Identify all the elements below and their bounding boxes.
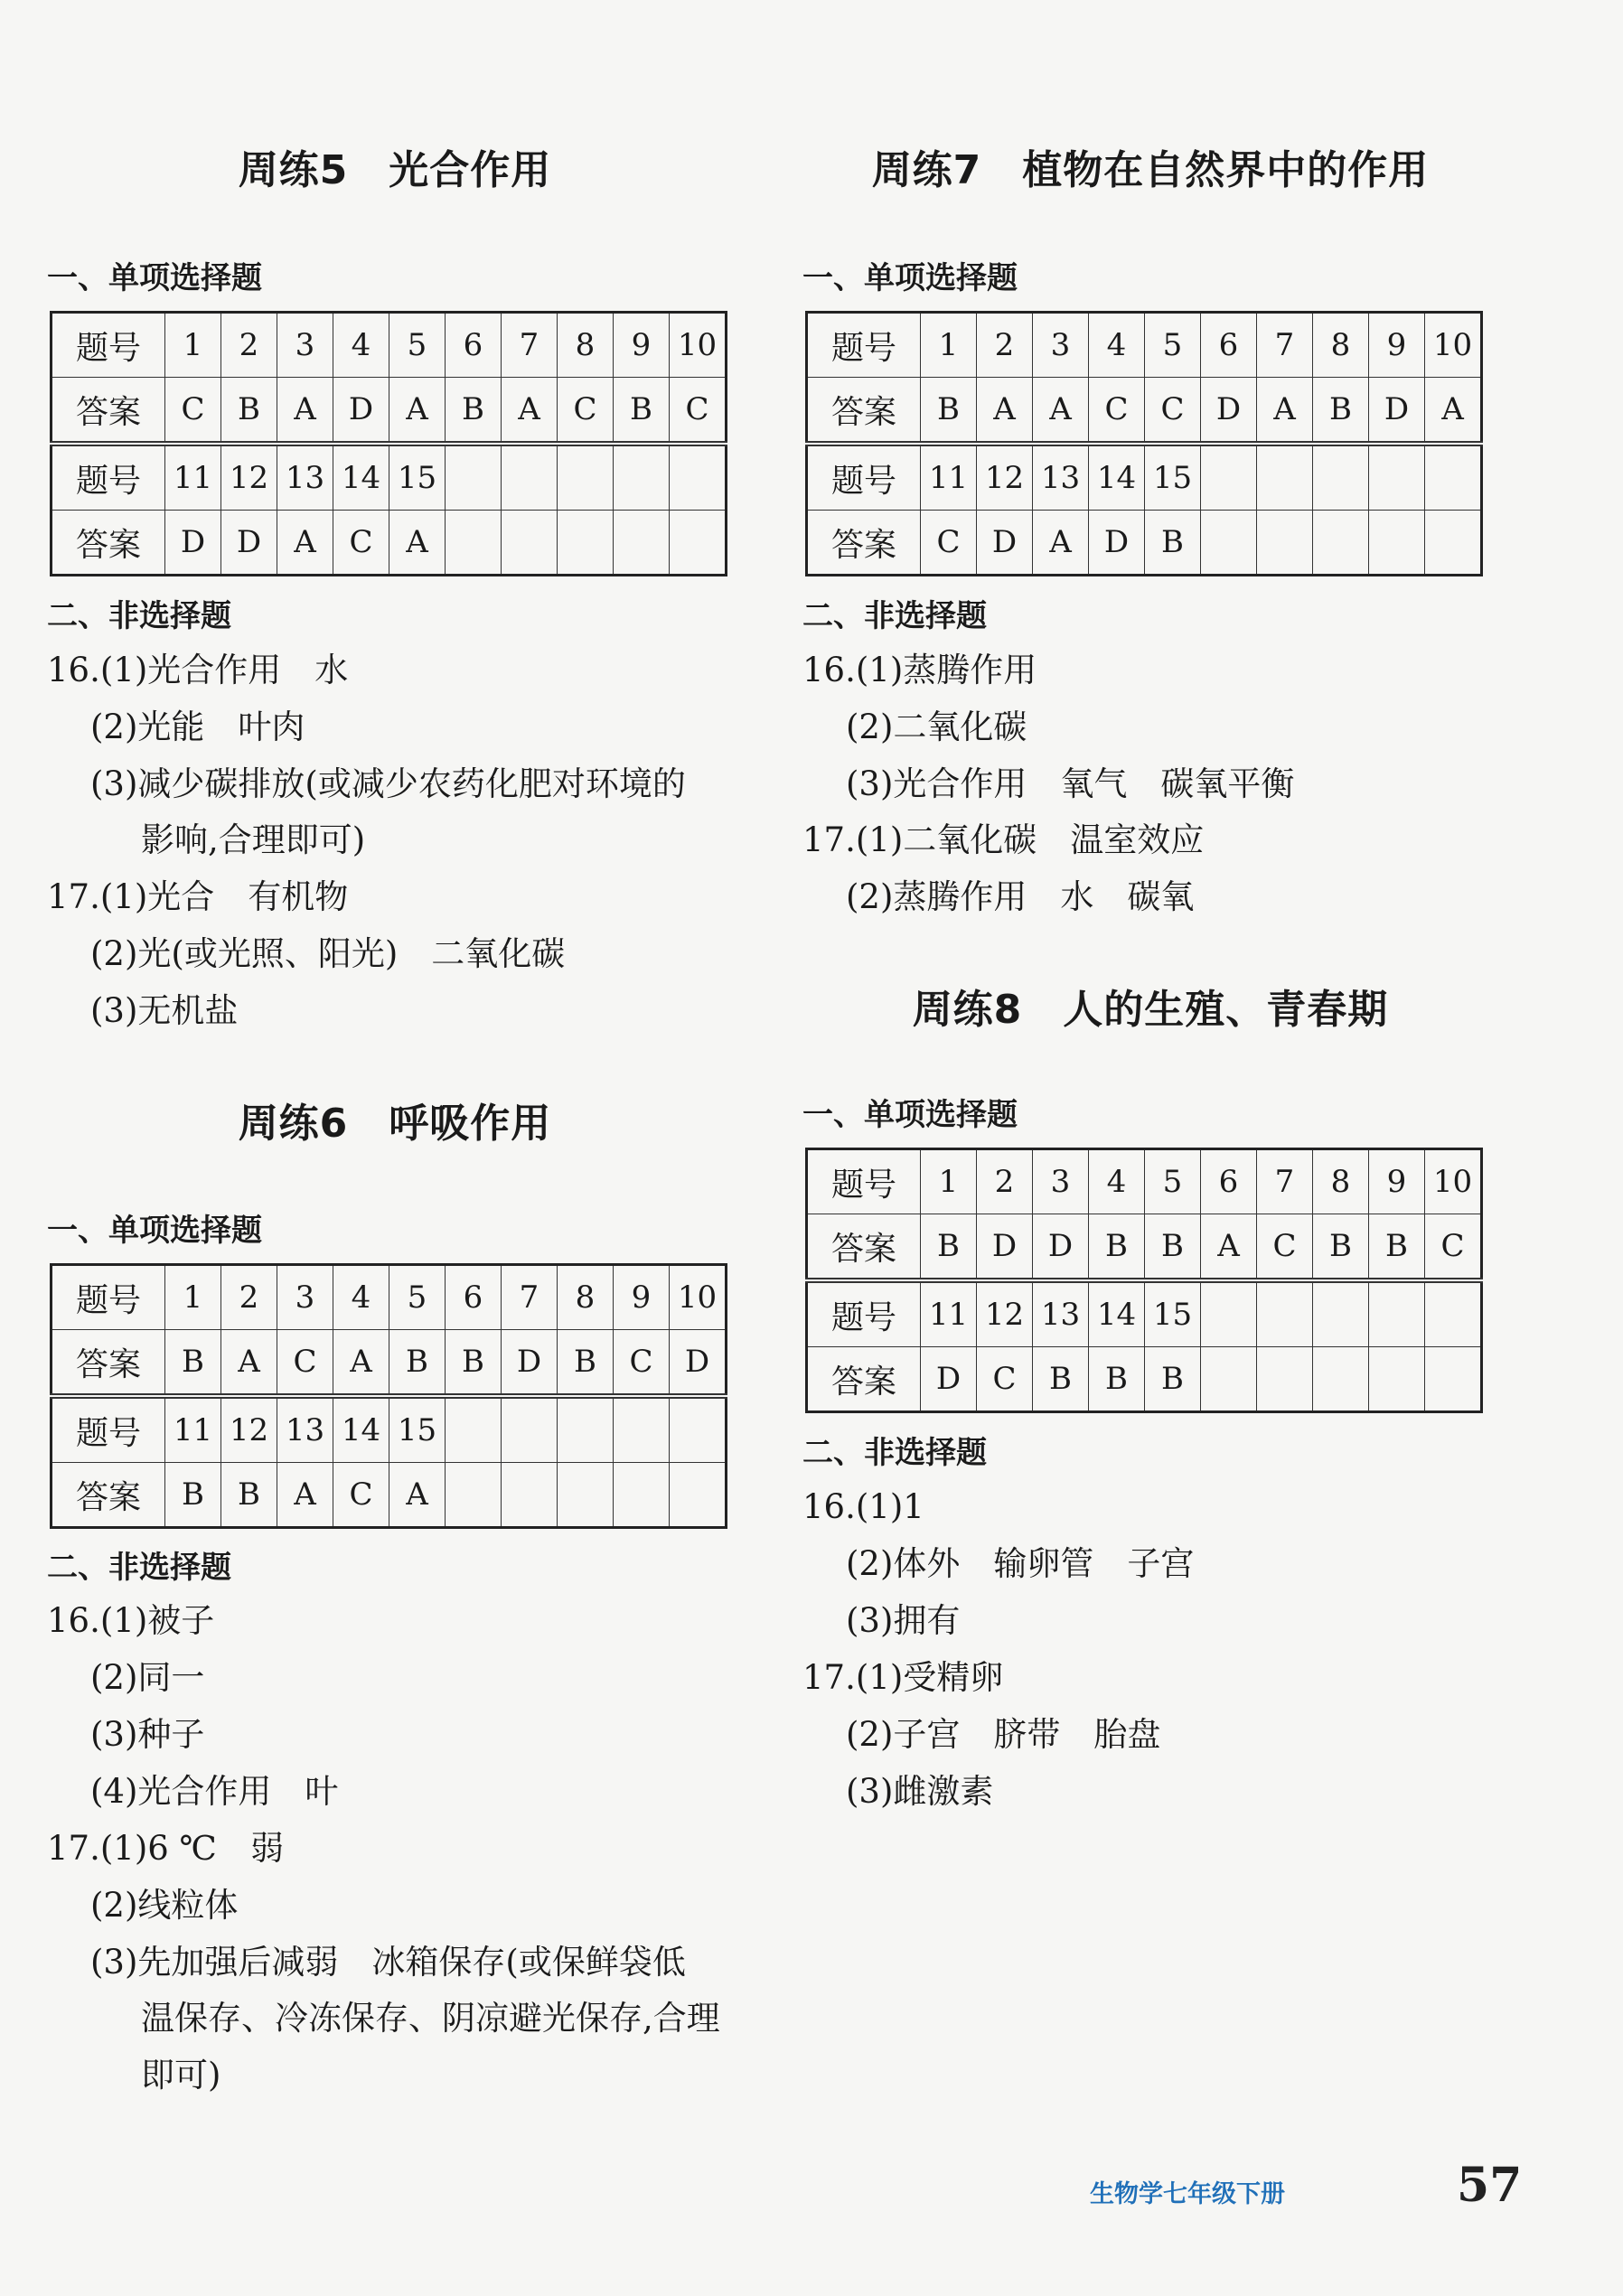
answer-line: (2)光能 叶肉 — [90, 708, 305, 746]
table-cell — [1425, 1347, 1482, 1412]
table-cell: D — [502, 1330, 558, 1397]
table-cell: C — [977, 1347, 1033, 1412]
table-cell: A — [389, 511, 446, 576]
table-cell: 7 — [502, 313, 558, 378]
table-cell: B — [221, 1463, 277, 1528]
table-row — [52, 1265, 727, 1330]
answer-table-week6 — [50, 1263, 727, 1529]
table-cell: C — [614, 1330, 670, 1397]
table-row — [52, 511, 727, 576]
table-cell — [1313, 511, 1369, 576]
table-cell: 9 — [1369, 1149, 1425, 1214]
table-cell — [502, 511, 558, 576]
table-cell: 7 — [1257, 313, 1313, 378]
table-cell: 14 — [1089, 1280, 1145, 1347]
table-cell — [1369, 1280, 1425, 1347]
table-cell — [1201, 1280, 1257, 1347]
table-cell: 5 — [1145, 1149, 1201, 1214]
table-cell: 8 — [558, 1265, 614, 1330]
answer-line: 16.(1)1 — [802, 1487, 924, 1526]
table-cell — [446, 511, 502, 576]
table-row — [807, 511, 1482, 576]
heading-single-choice: 一、单项选择题 — [802, 1097, 1018, 1133]
table-cell — [1313, 444, 1369, 511]
table-cell: A — [1033, 378, 1089, 445]
answer-label: 答案 — [807, 1214, 921, 1281]
table-row — [52, 1463, 727, 1528]
table-cell: 12 — [221, 1396, 277, 1463]
heading-non-choice: 二、非选择题 — [47, 1550, 231, 1586]
table-cell: C — [1145, 378, 1201, 445]
table-cell: 12 — [977, 444, 1033, 511]
table-cell: 2 — [221, 1265, 277, 1330]
table-cell — [1425, 511, 1482, 576]
table-cell — [1425, 1280, 1482, 1347]
answer-line: 17.(1)6 ℃ 弱 — [47, 1829, 284, 1868]
table-cell — [1201, 444, 1257, 511]
table-cell: 13 — [1033, 1280, 1089, 1347]
answer-label: 答案 — [52, 1463, 165, 1528]
table-cell — [614, 511, 670, 576]
table-cell: C — [558, 378, 614, 445]
table-cell: 14 — [1089, 444, 1145, 511]
answer-table-week7 — [805, 311, 1483, 576]
table-cell: C — [277, 1330, 333, 1397]
table-cell: B — [221, 378, 277, 445]
table-cell: 11 — [165, 1396, 221, 1463]
table-cell: 13 — [277, 444, 333, 511]
table-cell: 4 — [1089, 1149, 1145, 1214]
table-cell: B — [446, 378, 502, 445]
heading-single-choice: 一、单项选择题 — [47, 1213, 262, 1249]
table-cell: 7 — [1257, 1149, 1313, 1214]
table-cell: 4 — [1089, 313, 1145, 378]
table-cell: B — [1089, 1347, 1145, 1412]
table-cell — [1201, 1347, 1257, 1412]
table-cell: 12 — [977, 1280, 1033, 1347]
table-cell: C — [333, 1463, 389, 1528]
table-cell: B — [1145, 511, 1201, 576]
answer-line: (3)减少碳排放(或减少农药化肥对环境的 — [90, 764, 686, 803]
answer-line: (3)种子 — [90, 1715, 205, 1754]
answer-line: (3)先加强后减弱 冰箱保存(或保鲜袋低 — [90, 1943, 686, 1982]
table-cell: D — [333, 378, 389, 445]
table-cell: 8 — [558, 313, 614, 378]
table-cell: B — [921, 1214, 977, 1281]
table-cell — [1369, 511, 1425, 576]
answer-line: 16.(1)蒸腾作用 — [802, 651, 1037, 689]
table-cell: D — [1201, 378, 1257, 445]
answer-line: 16.(1)光合作用 水 — [47, 651, 349, 689]
table-row — [807, 1149, 1482, 1214]
table-cell: C — [1257, 1214, 1313, 1281]
table-cell: 6 — [1201, 313, 1257, 378]
answer-line: (3)拥有 — [846, 1601, 961, 1640]
table-cell — [502, 444, 558, 511]
answer-label: 答案 — [52, 511, 165, 576]
table-cell — [670, 1463, 727, 1528]
table-cell: B — [389, 1330, 446, 1397]
table-cell — [558, 1463, 614, 1528]
table-cell: 1 — [921, 313, 977, 378]
table-cell — [1257, 1280, 1313, 1347]
table-row — [52, 378, 727, 445]
table-cell: A — [389, 378, 446, 445]
answer-line: 17.(1)受精卵 — [802, 1658, 1004, 1697]
table-cell — [558, 444, 614, 511]
question-number-label: 题号 — [52, 444, 165, 511]
table-cell: A — [277, 378, 333, 445]
table-row — [52, 444, 727, 511]
answer-line: (3)无机盐 — [90, 991, 239, 1030]
table-cell: A — [1033, 511, 1089, 576]
table-cell: 12 — [221, 444, 277, 511]
table-cell: D — [977, 1214, 1033, 1281]
table-cell: A — [277, 1463, 333, 1528]
answer-line: (2)同一 — [90, 1658, 205, 1697]
answer-label: 答案 — [807, 378, 921, 445]
table-cell: 1 — [921, 1149, 977, 1214]
table-cell — [614, 1463, 670, 1528]
page-number: 57 — [1457, 2158, 1523, 2213]
table-cell — [502, 1463, 558, 1528]
table-cell — [1425, 444, 1482, 511]
table-cell — [1313, 1347, 1369, 1412]
table-cell: 5 — [389, 1265, 446, 1330]
table-cell — [614, 1396, 670, 1463]
table-cell: D — [1369, 378, 1425, 445]
heading-non-choice: 二、非选择题 — [802, 598, 987, 634]
section-title-week7: 周练7 植物在自然界中的作用 — [871, 147, 1430, 193]
table-cell — [670, 511, 727, 576]
question-number-label: 题号 — [807, 1149, 921, 1214]
question-number-label: 题号 — [52, 1265, 165, 1330]
section-title-week5: 周练5 光合作用 — [238, 147, 552, 193]
question-number-label: 题号 — [807, 313, 921, 378]
table-row — [807, 444, 1482, 511]
table-row — [52, 1330, 727, 1397]
table-cell: 11 — [921, 1280, 977, 1347]
answer-table-week5 — [50, 311, 727, 576]
table-cell — [558, 1396, 614, 1463]
table-cell: 1 — [165, 313, 221, 378]
table-cell: 15 — [1145, 444, 1201, 511]
table-cell — [1257, 444, 1313, 511]
table-cell: 5 — [389, 313, 446, 378]
table-cell — [558, 511, 614, 576]
table-cell: A — [277, 511, 333, 576]
answer-line: (2)光(或光照、阳光) 二氧化碳 — [90, 934, 566, 973]
table-cell: C — [670, 378, 727, 445]
table-cell: B — [165, 1463, 221, 1528]
answer-line: 17.(1)光合 有机物 — [47, 877, 349, 916]
table-cell: 14 — [333, 444, 389, 511]
table-cell: 10 — [670, 313, 727, 378]
table-cell: 13 — [1033, 444, 1089, 511]
table-cell: 3 — [277, 1265, 333, 1330]
table-cell: D — [165, 511, 221, 576]
table-cell: B — [446, 1330, 502, 1397]
table-cell: 3 — [277, 313, 333, 378]
table-cell: 6 — [1201, 1149, 1257, 1214]
table-cell: 2 — [977, 1149, 1033, 1214]
table-cell: 3 — [1033, 1149, 1089, 1214]
table-cell: A — [221, 1330, 277, 1397]
table-row — [52, 1396, 727, 1463]
table-cell: D — [921, 1347, 977, 1412]
table-cell: A — [502, 378, 558, 445]
table-cell — [670, 1396, 727, 1463]
answer-line: 即可) — [141, 2056, 221, 2095]
table-cell: 3 — [1033, 313, 1089, 378]
table-cell: B — [1369, 1214, 1425, 1281]
table-cell: 15 — [389, 444, 446, 511]
answer-line: (3)光合作用 氧气 碳氧平衡 — [846, 764, 1295, 803]
question-number-label: 题号 — [52, 313, 165, 378]
heading-single-choice: 一、单项选择题 — [802, 260, 1018, 296]
table-row — [807, 313, 1482, 378]
table-cell: C — [1089, 378, 1145, 445]
question-number-label: 题号 — [807, 444, 921, 511]
answer-line: 17.(1)二氧化碳 温室效应 — [802, 820, 1205, 859]
table-cell: 8 — [1313, 1149, 1369, 1214]
table-cell — [446, 444, 502, 511]
table-cell: D — [670, 1330, 727, 1397]
table-cell: B — [558, 1330, 614, 1397]
table-cell: 14 — [333, 1396, 389, 1463]
table-cell — [502, 1396, 558, 1463]
heading-non-choice: 二、非选择题 — [47, 598, 231, 634]
table-cell — [446, 1396, 502, 1463]
table-cell: B — [165, 1330, 221, 1397]
table-cell: B — [614, 378, 670, 445]
table-cell: B — [1313, 378, 1369, 445]
answer-line: 16.(1)被子 — [47, 1601, 215, 1640]
table-row — [807, 1280, 1482, 1347]
table-cell: 2 — [977, 313, 1033, 378]
table-cell: 13 — [277, 1396, 333, 1463]
table-cell: A — [1425, 378, 1482, 445]
table-cell: D — [221, 511, 277, 576]
table-row — [807, 1214, 1482, 1281]
answer-table-week8 — [805, 1148, 1483, 1413]
table-cell: D — [977, 511, 1033, 576]
table-cell: 15 — [1145, 1280, 1201, 1347]
table-cell: A — [1201, 1214, 1257, 1281]
table-cell — [1369, 444, 1425, 511]
table-cell: 10 — [1425, 1149, 1482, 1214]
table-cell: A — [333, 1330, 389, 1397]
table-cell: C — [1425, 1214, 1482, 1281]
table-cell — [1257, 511, 1313, 576]
table-row — [52, 313, 727, 378]
heading-single-choice: 一、单项选择题 — [47, 260, 262, 296]
table-cell: B — [1089, 1214, 1145, 1281]
table-cell: 6 — [446, 1265, 502, 1330]
answer-label: 答案 — [52, 378, 165, 445]
table-cell: 8 — [1313, 313, 1369, 378]
table-cell — [614, 444, 670, 511]
table-cell — [670, 444, 727, 511]
table-cell: B — [1145, 1347, 1201, 1412]
table-cell: D — [1089, 511, 1145, 576]
table-cell — [1257, 1347, 1313, 1412]
table-cell: A — [389, 1463, 446, 1528]
table-cell: 10 — [1425, 313, 1482, 378]
section-title-week6: 周练6 呼吸作用 — [238, 1101, 552, 1147]
answer-line: 温保存、冷冻保存、阴凉避光保存,合理 — [141, 1999, 720, 2038]
table-cell: 10 — [670, 1265, 727, 1330]
answer-line: (2)体外 输卵管 子宫 — [846, 1544, 1195, 1583]
answer-line: 影响,合理即可) — [141, 820, 366, 859]
table-cell: 6 — [446, 313, 502, 378]
table-cell: 9 — [614, 1265, 670, 1330]
answer-line: (2)蒸腾作用 水 碳氧 — [846, 877, 1195, 916]
answer-line: (2)子宫 脐带 胎盘 — [846, 1715, 1161, 1754]
table-cell: 15 — [389, 1396, 446, 1463]
table-cell: A — [1257, 378, 1313, 445]
table-cell: 5 — [1145, 313, 1201, 378]
table-cell: C — [921, 511, 977, 576]
table-cell: 4 — [333, 1265, 389, 1330]
table-cell — [1201, 511, 1257, 576]
table-cell: 7 — [502, 1265, 558, 1330]
table-cell: 11 — [165, 444, 221, 511]
table-cell: B — [1033, 1347, 1089, 1412]
table-cell: 4 — [333, 313, 389, 378]
question-number-label: 题号 — [807, 1280, 921, 1347]
table-cell: C — [333, 511, 389, 576]
heading-non-choice: 二、非选择题 — [802, 1435, 987, 1471]
table-cell — [446, 1463, 502, 1528]
table-cell: B — [921, 378, 977, 445]
table-cell: C — [165, 378, 221, 445]
answer-label: 答案 — [807, 511, 921, 576]
table-cell: A — [977, 378, 1033, 445]
table-cell — [1313, 1280, 1369, 1347]
table-cell — [1369, 1347, 1425, 1412]
answer-line: (4)光合作用 叶 — [90, 1772, 339, 1811]
table-row — [807, 1347, 1482, 1412]
section-title-week8: 周练8 人的生殖、青春期 — [912, 987, 1389, 1033]
table-cell: 9 — [614, 313, 670, 378]
answer-line: (2)二氧化碳 — [846, 708, 1027, 746]
table-row — [807, 378, 1482, 445]
table-cell: B — [1145, 1214, 1201, 1281]
answer-label: 答案 — [52, 1330, 165, 1397]
answer-label: 答案 — [807, 1347, 921, 1412]
question-number-label: 题号 — [52, 1396, 165, 1463]
answer-line: (3)雌激素 — [846, 1772, 994, 1811]
answer-line: (2)线粒体 — [90, 1886, 239, 1925]
table-cell: 1 — [165, 1265, 221, 1330]
table-cell: 9 — [1369, 313, 1425, 378]
table-cell: 11 — [921, 444, 977, 511]
footer-subject: 生物学七年级下册 — [1090, 2180, 1285, 2208]
table-cell: D — [1033, 1214, 1089, 1281]
table-cell: B — [1313, 1214, 1369, 1281]
table-cell: 2 — [221, 313, 277, 378]
